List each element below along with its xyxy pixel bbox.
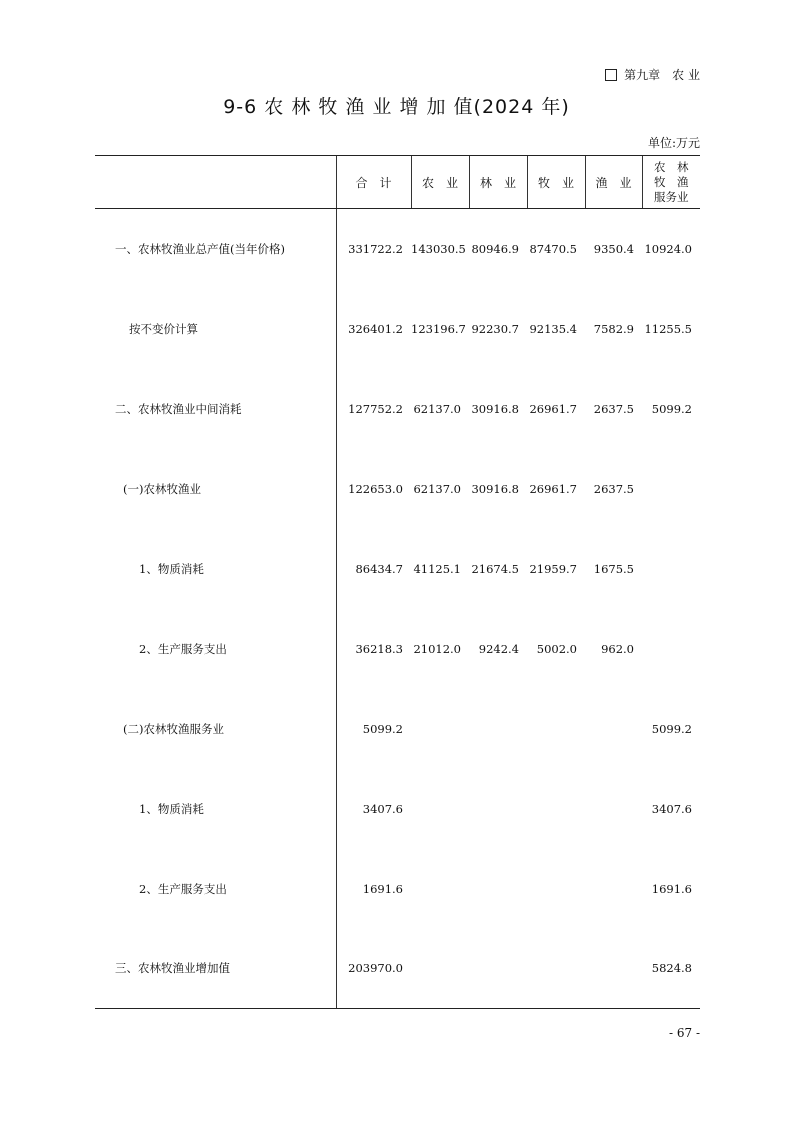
cell-animal: 26961.7: [529, 481, 577, 496]
cell-total: 331722.2: [336, 209, 411, 289]
cell-agriculture: 143030.5: [411, 241, 466, 256]
cell-agriculture: 41125.1: [413, 561, 461, 576]
cell-services: [642, 449, 700, 529]
cell-total: 326401.2: [336, 289, 411, 369]
row-label: (二)农林牧渔服务业: [123, 721, 224, 736]
cell-forestry: 9242.4: [478, 641, 519, 656]
cell-forestry: 30916.8: [471, 481, 519, 496]
cell-total: 36218.3: [336, 609, 411, 689]
header-services-line1: 农 林: [654, 159, 689, 174]
cell-fishery: 2637.5: [593, 481, 634, 496]
header-total: 合 计: [336, 156, 411, 209]
cell-agriculture: [411, 769, 469, 849]
header-services-line2: 牧 渔: [654, 174, 689, 189]
table-row: [95, 689, 700, 769]
cell-services: 5099.2: [651, 401, 692, 416]
cell-fishery: 2637.5: [593, 401, 634, 416]
cell-animal: [527, 769, 585, 849]
cell-forestry: [469, 769, 527, 849]
cell-total: 203970.0: [336, 929, 411, 1009]
cell-animal: 92135.4: [529, 321, 577, 336]
cell-total: 86434.7: [336, 529, 411, 609]
cell-services: 1691.6: [651, 881, 692, 896]
row-label: 二、农林牧渔业中间消耗: [115, 401, 242, 416]
table-row: [95, 289, 700, 369]
cell-total: 122653.0: [336, 449, 411, 529]
header-agriculture: 农 业: [411, 156, 469, 209]
page-number: - 67 -: [668, 1026, 700, 1040]
cell-agriculture: 62137.0: [413, 401, 461, 416]
cell-fishery: 9350.4: [593, 241, 634, 256]
table-row: [95, 769, 700, 849]
cell-services: 3407.6: [651, 801, 692, 816]
cell-agriculture: [411, 929, 469, 1009]
cell-services: 5824.8: [642, 929, 700, 1009]
header-services: [642, 156, 700, 209]
table-row: [95, 369, 700, 449]
cell-animal: 87470.5: [529, 241, 577, 256]
header-item: [95, 156, 336, 209]
cell-total: 3407.6: [336, 769, 411, 849]
cell-total: 5099.2: [336, 689, 411, 769]
cell-agriculture: 123196.7: [411, 321, 466, 336]
header-animal-husbandry: 牧 业: [527, 156, 585, 209]
cell-forestry: 30916.8: [471, 401, 519, 416]
cell-animal: [527, 929, 585, 1009]
cell-services: [642, 529, 700, 609]
chapter-title: 第九章 农 业: [624, 68, 700, 82]
table-header-row: [95, 156, 700, 209]
cell-animal: 26961.7: [529, 401, 577, 416]
cell-agriculture: 21012.0: [413, 641, 461, 656]
row-label: 1、物质消耗: [139, 801, 204, 816]
value-added-table: [95, 155, 700, 1009]
cell-fishery: 1675.5: [593, 561, 634, 576]
row-label: 2、生产服务支出: [139, 641, 227, 656]
cell-services: 11255.5: [644, 321, 692, 336]
cell-fishery: [585, 769, 642, 849]
table-row: [95, 209, 700, 289]
table-row: [95, 929, 700, 1009]
cell-forestry: 80946.9: [471, 241, 519, 256]
cell-forestry: 92230.7: [471, 321, 519, 336]
row-label: (一)农林牧渔业: [123, 481, 201, 496]
cell-services: [642, 609, 700, 689]
cell-fishery: [585, 849, 642, 929]
cell-animal: 5002.0: [536, 641, 577, 656]
cell-fishery: 962.0: [601, 641, 634, 656]
table-row: [95, 529, 700, 609]
header-services-line3: 服务业: [654, 189, 689, 204]
row-label: 1、物质消耗: [139, 561, 204, 576]
cell-forestry: [469, 689, 527, 769]
cell-total: 127752.2: [336, 369, 411, 449]
cell-animal: [527, 689, 585, 769]
table-title: 9-6 农 林 牧 渔 业 增 加 值(2024 年): [223, 96, 570, 118]
cell-forestry: 21674.5: [471, 561, 519, 576]
cell-animal: 21959.7: [529, 561, 577, 576]
row-label: 2、生产服务支出: [139, 881, 227, 896]
cell-fishery: [585, 689, 642, 769]
cell-forestry: [469, 929, 527, 1009]
cell-agriculture: 62137.0: [413, 481, 461, 496]
cell-agriculture: [411, 689, 469, 769]
square-icon: [605, 69, 617, 81]
cell-forestry: [469, 849, 527, 929]
cell-total: 1691.6: [336, 849, 411, 929]
row-label: 按不变价计算: [129, 321, 198, 336]
cell-fishery: 7582.9: [593, 321, 634, 336]
chapter-header: [605, 66, 700, 83]
row-label: 三、农林牧渔业增加值: [95, 929, 336, 1009]
header-forestry: 林 业: [469, 156, 527, 209]
table-row: [95, 849, 700, 929]
unit-label: 单位:万元: [647, 136, 700, 150]
header-fishery: 渔 业: [585, 156, 642, 209]
cell-agriculture: [411, 849, 469, 929]
cell-fishery: [585, 929, 642, 1009]
row-label: 一、农林牧渔业总产值(当年价格): [115, 241, 285, 256]
table-row: [95, 609, 700, 689]
cell-services: 5099.2: [651, 721, 692, 736]
cell-animal: [527, 849, 585, 929]
cell-services: 10924.0: [644, 241, 692, 256]
table-row: [95, 449, 700, 529]
